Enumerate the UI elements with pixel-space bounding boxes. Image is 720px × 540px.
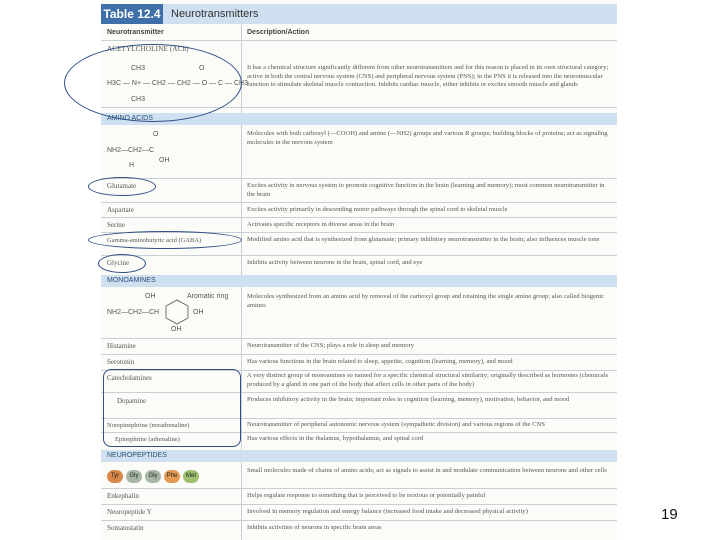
divider [101, 202, 617, 203]
peptide-gly-1: Gly [126, 470, 142, 483]
section-band-monoamines: MONOAMINES [101, 275, 617, 287]
amino-description: Molecules with both carboxyl (—COOH) and amine (—NH2) groups and various R groups; building blocks of proteins; act as signaling molecules in the nervous system [247, 130, 608, 146]
row-desc-catecholamines: A very distinct group of monoamines so named for a specific chemical structural similarity; originally described as hormones (chemicals produced by a gland in one part of the body that affect cells in other parts of the body) [247, 372, 609, 388]
table-title-bar [101, 4, 617, 24]
row-desc-epinephrine: Has various effects in the thalamus, hypothalamus, and spinal cord [247, 435, 424, 442]
row-name-histamine: Histamine [107, 342, 136, 350]
divider [101, 217, 617, 218]
amino-formula-o: O [153, 131, 159, 138]
page-number: 19 [661, 506, 678, 523]
mono-formula-main: NH2—CH2—CH [107, 309, 160, 316]
mono-formula-oh1: OH [145, 293, 156, 300]
mono-description: Molecules synthesized from an amino acid by removal of the carboxyl group and retaining the single amine group; also called biogenic amines [247, 293, 605, 309]
divider [101, 40, 617, 41]
row-name-serine: Serine [107, 221, 125, 229]
section-band-neuropeptides: NEUROPEPTIDES [101, 450, 617, 462]
annotation-box-catecholamines [103, 369, 241, 447]
row-desc-dopamine: Produces inhibitory activity in the brain; important roles in cognition (learning, memory), motivation, behavior, and mood [247, 396, 570, 403]
row-desc-histamine: Neurotransmitter of the CNS; plays a role in sleep and memory [247, 342, 415, 349]
divider [101, 488, 617, 489]
ach-formula-top: CH3 [131, 65, 146, 72]
table-number: Table 12.4 [101, 4, 163, 24]
mono-formula-oh2: OH [193, 309, 204, 316]
divider [101, 354, 617, 355]
peptide-phe: Phe [164, 470, 180, 483]
table-title: Neurotransmitters [171, 8, 259, 20]
amino-formula-main: NH2—CH2—C [107, 147, 155, 154]
row-desc-glycine: Inhibits activity between neurons in the brain, spinal cord, and eye [247, 259, 423, 266]
row-name-neuropeptide-y: Neuropeptide Y [107, 508, 152, 516]
ach-name: ACETYLCHOLINE (ACh) [107, 45, 189, 53]
row-desc-glutamate: Excites activity in nervous system to promote cognitive function in the brain (learning and memory); most common neurotransmitter in the brain [247, 182, 605, 198]
row-name-aspartate: Aspartate [107, 206, 134, 214]
row-desc-gaba: Modified amino acid that is synthesized from glutamate; primary inhibitory neurotransmitter in the brain; also influences muscle tone [247, 236, 600, 243]
row-desc-enkephalin: Helps regulate response to something that is perceived to be noxious or potentially painful [247, 492, 486, 499]
row-desc-serotonin: Has various functions in the brain related to sleep, appetite, cognition (learning, memory), and mood [247, 358, 513, 365]
annotation-circle-glutamate [88, 177, 156, 196]
divider [101, 255, 617, 256]
divider [101, 338, 617, 339]
ach-formula-o: O [199, 65, 205, 72]
divider [101, 520, 617, 521]
row-name-norepinephrine: Norepinephrine (noradrenaline) [107, 422, 190, 429]
amino-formula-oh: OH [159, 157, 170, 164]
row-name-enkephalin: Enkephalin [107, 492, 139, 500]
row-name-gaba: Gamma-aminobutyric acid (GABA) [107, 237, 202, 244]
row-desc-somatostatin: Inhibits activities of neurons in specific brain areas [247, 524, 382, 531]
peptide-tyr: Tyr [107, 470, 123, 483]
amino-formula-h: H [129, 162, 135, 169]
row-name-epinephrine: Epinephrine (adrenaline) [115, 436, 180, 443]
ach-formula-main: H3C — N+ — CH2 — CH2 — O — C — CH3 [107, 80, 248, 87]
aromatic-ring-icon [163, 298, 191, 326]
row-name-catecholamines: Catecholamines [107, 374, 152, 382]
mono-formula-ring: Aromatic ring [187, 293, 229, 300]
row-desc-norepinephrine: Neurotransmitter of peripheral autonomic nervous system (sympathetic division) and various regions of the CNS [247, 421, 545, 428]
column-header-neurotransmitter: Neurotransmitter [107, 29, 164, 36]
annotation-circle-glycine [98, 254, 146, 273]
row-desc-neuropeptide-y: Involved in memory regulation and energy balance (increased food intake and decreased physical activity) [247, 508, 528, 515]
row-desc-serine: Activates specific receptors in diverse areas in the brain [247, 221, 395, 228]
row-name-dopamine: Dopamine [117, 397, 147, 405]
annotation-circle-acetylcholine [64, 44, 242, 122]
divider [101, 504, 617, 505]
row-name-glycine: Glycine [107, 259, 130, 267]
column-header-description: Description/Action [247, 29, 310, 36]
peptide-met: Met [183, 470, 199, 483]
peptide-gly-2: Gly [145, 470, 161, 483]
ach-formula-bottom: CH3 [131, 96, 146, 103]
ach-description: It has a chemical structure significantly different from other neurotransmitters and for this reason is placed in its own structural category; active in both the central nervous system (CNS) and peripheral nervous system (PNS); in the PNS it is released into the neuromuscular function to stimulate skeletal muscle contraction. Inhibits cardiac muscle, either inhibits or excites smooth muscle and glands [247, 64, 609, 88]
annotation-circle-gaba [88, 231, 242, 249]
divider [101, 178, 617, 179]
neuro-description: Small molecules made of chains of amino acids; act as signals to assist in and modulate communication between neurons and other cells [247, 467, 607, 474]
row-name-glutamate: Glutamate [107, 182, 137, 190]
row-name-somatostatin: Somatostatin [107, 524, 144, 532]
mono-formula-oh3: OH [171, 326, 182, 333]
row-desc-aspartate: Excites activity primarily in descending motor pathways through the spinal cord to skeletal muscle [247, 206, 508, 213]
row-name-serotonin: Serotonin [107, 358, 135, 366]
section-band-amino-acids: AMINO ACIDS [101, 113, 617, 125]
